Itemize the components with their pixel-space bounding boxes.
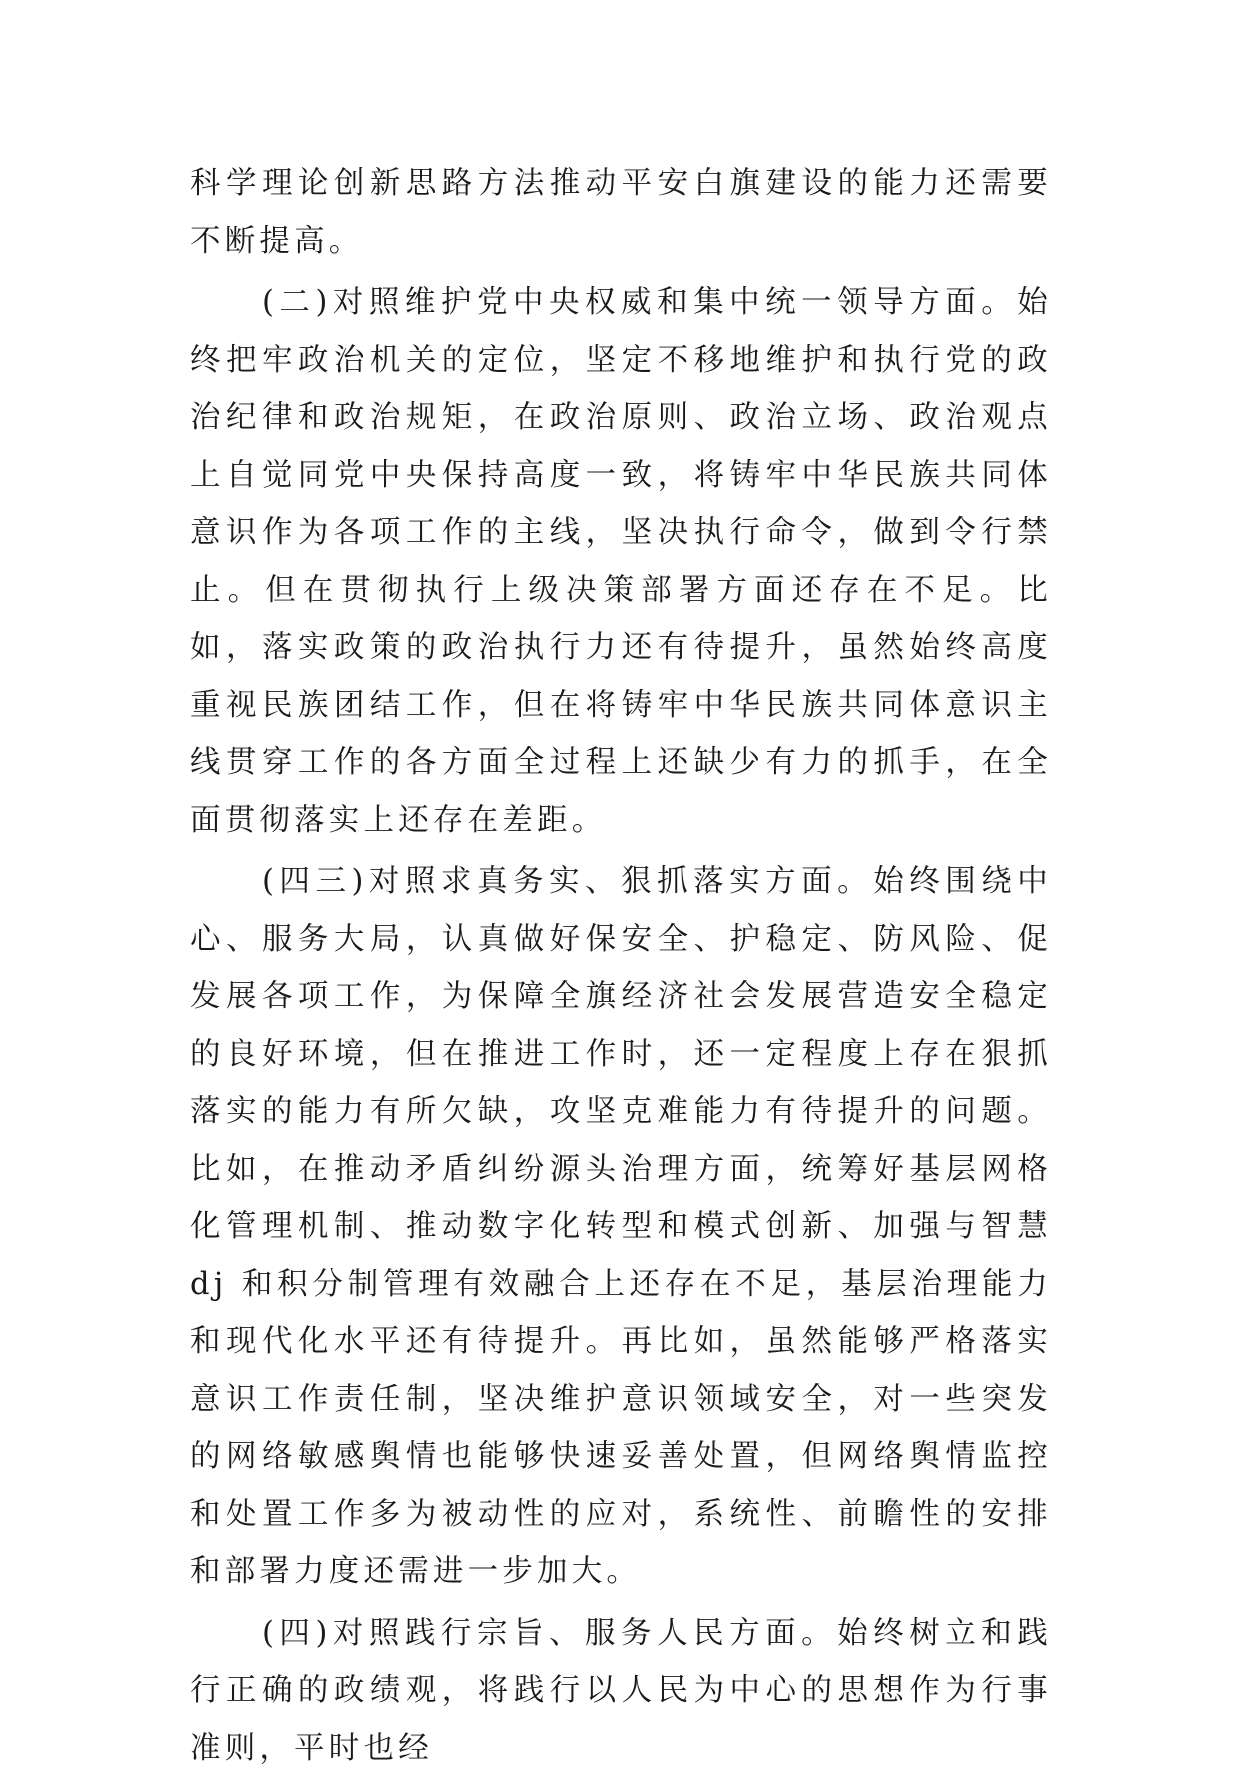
paragraph-continuation: 科学理论创新思路方法推动平安白旗建设的能力还需要不断提高。 xyxy=(190,155,1052,270)
paragraph-section-3: (四三)对照求真务实、狠抓落实方面。始终围绕中心、服务大局，认真做好保安全、护稳定、防风险、促发展各项工作，为保障全旗经济社会发展营造安全稳定的良好环境，但在推进工作时，还一定程度上存在狠抓落实的能力有所欠缺，攻坚克难能力有待提升的问题。比如，在推动矛盾纠纷源头治理方面，统筹好基层网格化管理机制、推动数字化转型和模式创新、加强与智慧 dj 和积分制管理有效融合上还存在不足，基层治理能力和现代化水平还有待提升。再比如，虽然能够严格落实意识工作责任制，坚决维护意识领域安全，对一些突发的网络敏感舆情也能够快速妥善处置，但网络舆情监控和处置工作多为被动性的应对，系统性、前瞻性的安排和部署力度还需进一步加大。 xyxy=(190,853,1052,1601)
document-body xyxy=(190,155,1052,1777)
paragraph-section-2: (二)对照维护党中央权威和集中统一领导方面。始终把牢政治机关的定位，坚定不移地维护和执行党的政治纪律和政治规矩，在政治原则、政治立场、政治观点上自觉同党中央保持高度一致，将铸牢中华民族共同体意识作为各项工作的主线，坚决执行命令，做到令行禁止。但在贯彻执行上级决策部署方面还存在不足。比如，落实政策的政治执行力还有待提升，虽然始终高度重视民族团结工作，但在将铸牢中华民族共同体意识主线贯穿工作的各方面全过程上还缺少有力的抓手，在全面贯彻落实上还存在差距。 xyxy=(190,274,1052,849)
paragraph-section-4: (四)对照践行宗旨、服务人民方面。始终树立和践行正确的政绩观，将践行以人民为中心的思想作为行事准则，平时也经 xyxy=(190,1605,1052,1777)
